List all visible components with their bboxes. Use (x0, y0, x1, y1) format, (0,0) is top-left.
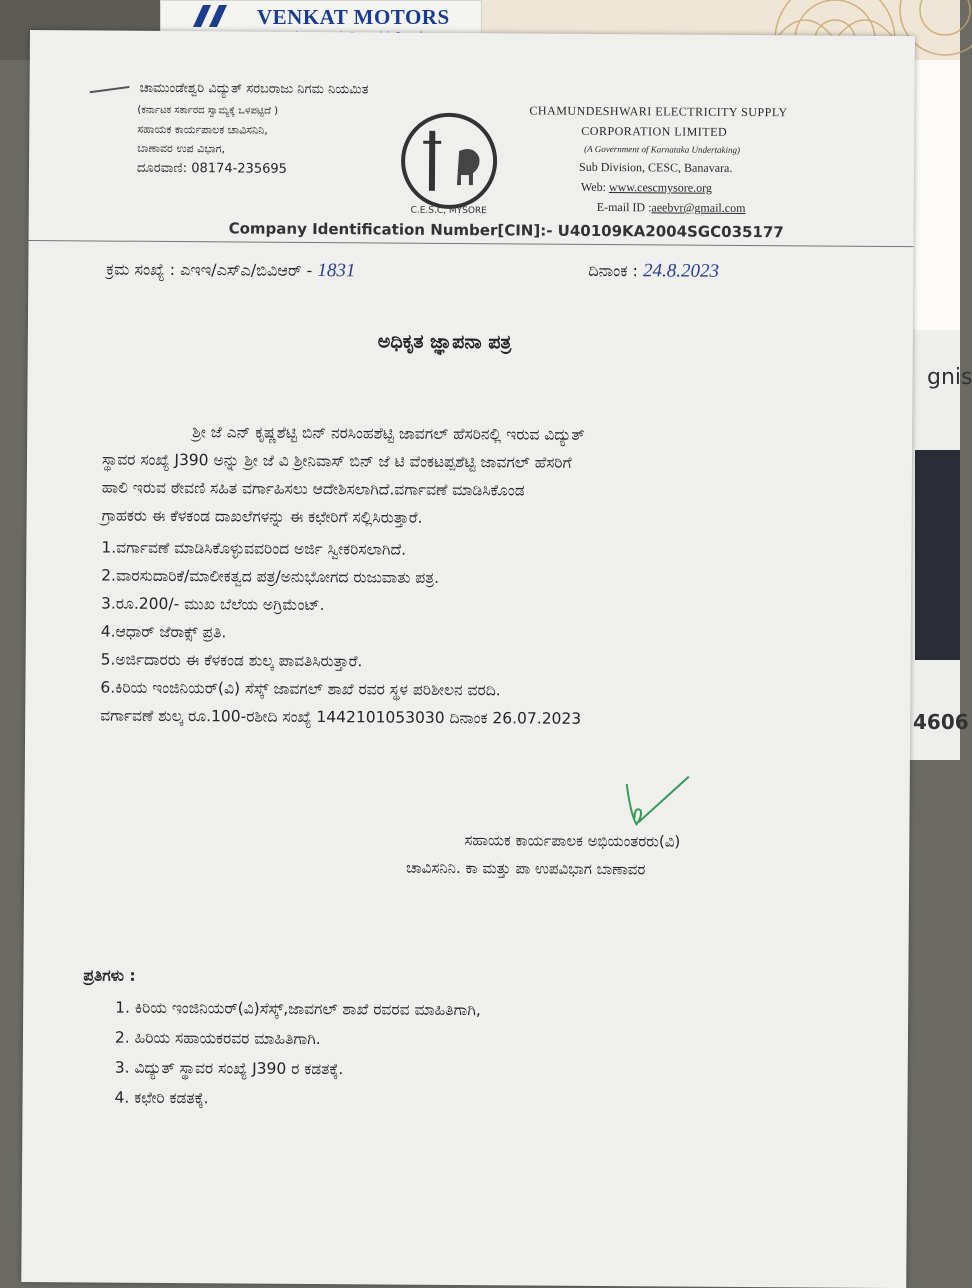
suzuki-logo-icon (191, 3, 237, 29)
document-title: ಅಧಿಕೃತ ಜ್ಞಾಪನಾ ಪತ್ರ (377, 330, 512, 354)
company-cin: Company Identification Number[CIN]:- U40109KA2004SGC035177 (228, 219, 784, 242)
brochure-text: gnis (927, 365, 972, 390)
letterhead-kannada-office: ಸಹಾಯಕ ಕಾರ್ಯಪಾಲಕ ಚಾವಿಸನಿನಿ, (137, 122, 268, 137)
list-item: 4.ಆಧಾರ್ ಜೆರಾಕ್ಸ್ ಪ್ರತಿ. (100, 622, 227, 642)
copy-item: 3. ವಿದ್ಯುತ್ ಸ್ಥಾವರ ಸಂಖ್ಯೆ J390 ರ ಕಡತಕ್ಕೆ. (114, 1058, 344, 1079)
letterhead-web (581, 180, 712, 196)
letterhead-phone: ದೂರವಾಣಿ: 08174-235695 (136, 160, 287, 177)
list-item: 2.ವಾರಸುದಾರಿಕೆ/ಮಾಲೀಕತ್ವದ ಪತ್ರ/ಅನುಭೋಗದ ರುಜುವಾತು ಪತ್ರ. (101, 566, 440, 587)
date-label: ದಿನಾಂಕ : (588, 260, 639, 281)
body-line-3: ಹಾಲಿ ಇರುವ ಠೇವಣಿ ಸಹಿತ ವರ್ಗಾಹಿಸಲು ಆದೇಶಿಸಲಾಗಿದೆ.ವರ್ಗಾವಣೆ ಮಾಡಿಸಿಕೊಂಡ (101, 478, 525, 500)
reference-handwritten: 1831 (317, 260, 356, 282)
copy-item: 2. ಹಿರಿಯ ಸಹಾಯಕರವರ ಮಾಹಿತಿಗಾಗಿ. (114, 1028, 321, 1049)
letterhead-email (597, 200, 746, 216)
body-line-2: ಸ್ಥಾವರ ಸಂಖ್ಯೆ J390 ಅನ್ನು ಶ್ರೀ ಜೆ ವಿ ಶ್ರೀನಿವಾಸ್ ಬಿನ್ ಜೆ ಟಿ ವೆಂಕಟಪ್ಪಶೆಟ್ಟಿ ಜಾವಗಲ್ ಹೆಸರಿಗೆ (101, 450, 572, 472)
header-mark (90, 86, 130, 93)
reference-number (106, 259, 355, 283)
list-item: 6.ಕಿರಿಯ ಇಂಜಿನಿಯರ್(ವಿ) ಸೆಸ್ಕ್ ಜಾವಗಲ್ ಶಾಖೆ ರವರ ಸ್ಥಳ ಪರಿಶೀಲನ ವರದಿ. (100, 678, 501, 700)
letterhead-kannada-govt: (ಕರ್ನಾಟಕ ಸರ್ಕಾರದ ಸ್ವಾಮ್ಯಕ್ಕೆ ಒಳಪಟ್ಟಿದೆ ) (137, 104, 279, 117)
signatory-title: ಸಹಾಯಕ ಕಾರ್ಯಪಾಲಕ ಅಭಿಯಂತರರು(ವಿ) (464, 831, 681, 851)
list-item: ವರ್ಗಾವಣೆ ಶುಲ್ಕ ರೂ.100-ರಶೀದಿ ಸಂಖ್ಯೆ 1442101053030 ದಿನಾಂಕ 26.07.2023 (100, 706, 582, 728)
letterhead-english-subdivision: Sub Division, CESC, Banavara. (579, 159, 733, 175)
copy-item: 1. ಕಿರಿಯ ಇಂಜಿನಿಯರ್(ವಿ)ಸೆಸ್ಕ್,ಜಾವಗಲ್ ಶಾಖೆ ರವರವ ಮಾಹಿತಿಗಾಗಿ, (115, 998, 481, 1020)
body-line-4: ಗ್ರಾಹಕರು ಈ ಕೆಳಕಂಡ ದಾಖಲೆಗಳನ್ನು ಈ ಕಛೇರಿಗೆ ಸಲ್ಲಿಸಿರುತ್ತಾರೆ. (101, 506, 423, 527)
email-label: E-mail ID : (596, 199, 652, 215)
copy-item: 4. ಕಛೇರಿ ಕಡತಕ್ಕೆ. (114, 1088, 209, 1108)
list-item: 1.ವರ್ಗಾವಣೆ ಮಾಡಿಸಿಕೊಳ್ಳುವವರಿಂದ ಅರ್ಜಿ ಸ್ವೀಕರಿಸಲಾಗಿದೆ. (101, 538, 407, 559)
dealer-brand: VENKAT MOTORS (257, 5, 450, 29)
email-link[interactable]: aeebvr@gmail.com (651, 200, 746, 215)
signatory-office: ಚಾವಿಸನಿನಿ. ಕಾ ಮತ್ತು ಪಾ ಉಪವಿಭಾಗ ಬಾಣಾವರ (406, 858, 646, 879)
list-item: 3.ರೂ.200/- ಮುಖ ಬೆಲೆಯ ಅಗ್ರಿಮೆಂಟ್. (100, 594, 325, 615)
web-link[interactable]: www.cescmysore.org (608, 180, 712, 195)
copies-heading: ಪ್ರತಿಗಳು : (83, 966, 136, 985)
list-item: 5.ಅರ್ಜಿದಾರರು ಈ ಕೆಳಕಂಡ ಶುಲ್ಕ ಪಾವತಿಸಿರುತ್ತಾರೆ. (100, 650, 363, 671)
letterhead-kannada-name: ಚಾಮುಂಡೇಶ್ವರಿ ವಿದ್ಯುತ್ ಸರಬರಾಜು ನಿಗಮ ನಿಯಮಿತ (139, 80, 369, 98)
background-brochure (905, 330, 972, 760)
cesc-emblem-icon (389, 101, 510, 222)
reference-date (588, 260, 719, 283)
date-handwritten: 24.8.2023 (643, 260, 720, 282)
car-image (915, 450, 960, 660)
web-label: Web: (580, 179, 606, 195)
letterhead-english-govt: (A Government of Karnataka Undertaking) (584, 143, 741, 155)
letterhead-english-name-2: CORPORATION LIMITED (581, 123, 728, 139)
reference-label: ಕ್ರಮ ಸಂಖ್ಯೆ : ಎಇಇ/ಎಸ್‌ಎ/ಬಿವಿಆರ್ - (106, 259, 313, 280)
body-line-1: ಶ್ರೀ ಜೆ ಎನ್ ಕೃಷ್ಣಶೆಟ್ಟಿ ಬಿನ್ ನರಸಿಂಹಶೆಟ್ಟಿ ಜಾವಗಲ್ ಹೆಸರಿನಲ್ಲಿ ಇರುವ ವಿದ್ಯುತ್ (192, 423, 585, 444)
letterhead-kannada-subdivision: ಬಾಣಾವರ ಉಪ ವಿಭಾಗ, (137, 141, 226, 156)
brochure-number: 4606 (913, 710, 969, 734)
document-page (21, 30, 915, 1288)
emblem-caption: C.E.S.C, MYSORE (410, 205, 487, 217)
letterhead-english-name-1: CHAMUNDESHWARI ELECTRICITY SUPPLY (529, 103, 788, 120)
